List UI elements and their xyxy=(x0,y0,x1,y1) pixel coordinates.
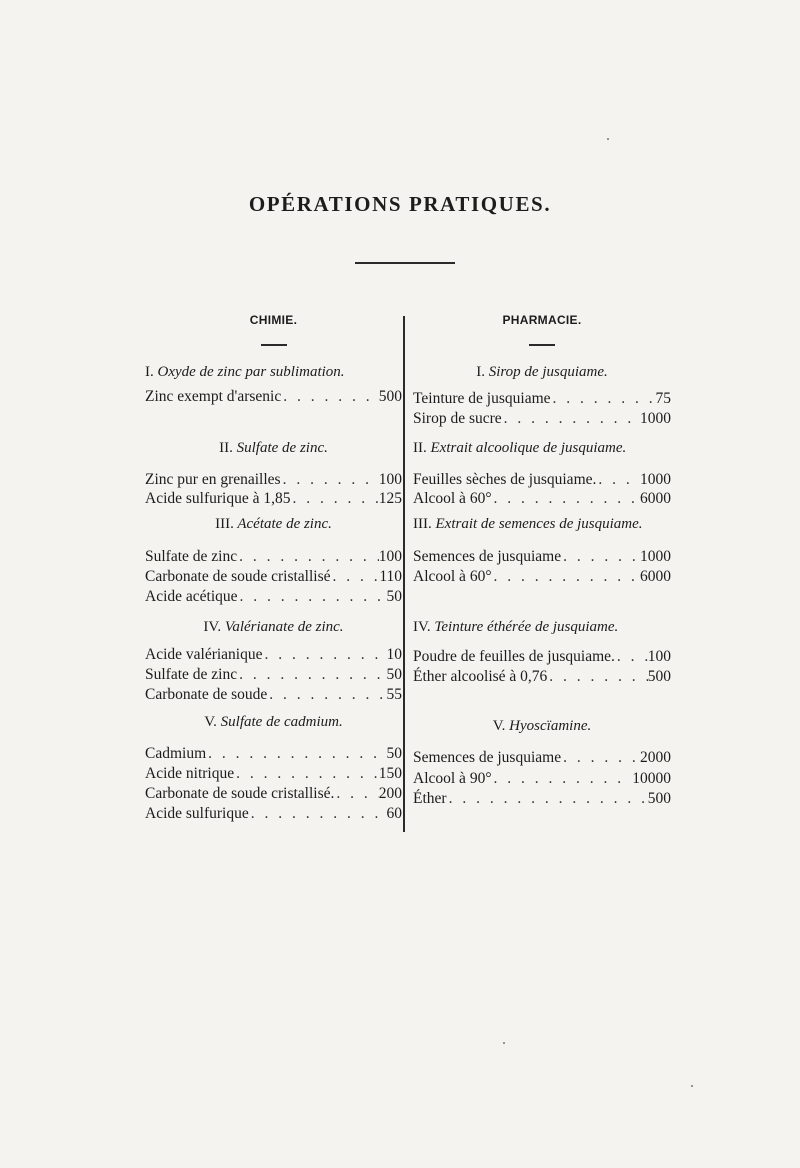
ingredient-label: Zinc exempt d'arsenic xyxy=(145,388,282,405)
leader-dots xyxy=(249,805,387,823)
section-name: Oxyde de zinc par sublimation. xyxy=(157,364,345,380)
ingredient-quantity: 10000 xyxy=(632,770,671,787)
ingredient-label: Acide sulfurique à 1,85 xyxy=(145,490,291,507)
ingredient-quantity: 110 xyxy=(379,568,402,585)
list-item xyxy=(145,568,402,588)
section-number: II. xyxy=(413,440,427,456)
section-name: Teinture éthérée de jusquiame. xyxy=(434,619,619,635)
ingredient-label: Acide acétique xyxy=(145,588,238,605)
leader-dots xyxy=(492,568,640,586)
leader-dots xyxy=(547,668,647,686)
ingredient-quantity: 6000 xyxy=(640,490,671,507)
list-item xyxy=(145,471,402,491)
list-item xyxy=(145,785,402,805)
leader-dots xyxy=(238,588,387,606)
ingredient-label: Teinture de jusquiame xyxy=(413,390,551,407)
ingredient-label: Éther xyxy=(413,790,447,807)
ingredient-quantity: 10 xyxy=(386,646,402,663)
list-item xyxy=(145,388,402,408)
pharmacie-heading-rule xyxy=(529,344,555,346)
list-item xyxy=(145,666,402,686)
ingredient-label: Acide sulfurique xyxy=(145,805,249,822)
ingredient-label: Feuilles sèches de jusquiame. xyxy=(413,471,597,488)
list-item xyxy=(413,770,671,790)
section-name: Sulfate de zinc. xyxy=(236,440,328,456)
ingredient-quantity: 100 xyxy=(647,648,671,665)
leader-dots xyxy=(281,471,379,489)
leader-dots xyxy=(596,471,640,489)
section-name: Hyoscïamine. xyxy=(509,718,592,734)
page-title: OPÉRATIONS PRATIQUES. xyxy=(248,192,552,216)
leader-dots xyxy=(267,686,386,704)
ingredient-quantity: 500 xyxy=(378,388,402,405)
ingredient-label: Sulfate de zinc xyxy=(145,666,238,683)
ingredient-quantity: 75 xyxy=(655,390,671,407)
section-number: III. xyxy=(215,516,234,532)
ingredient-quantity: 1000 xyxy=(640,410,671,427)
ingredient-quantity: 50 xyxy=(386,666,402,683)
title-rule xyxy=(355,262,455,264)
leader-dots xyxy=(447,790,648,808)
pharmacie-section-title xyxy=(413,440,671,457)
section-number: III. xyxy=(413,516,432,532)
section-name: Acétate de zinc. xyxy=(237,516,332,532)
leader-dots xyxy=(561,548,640,566)
list-item xyxy=(413,471,671,491)
ingredient-quantity: 55 xyxy=(386,686,402,703)
list-item xyxy=(413,648,671,668)
ingredient-label: Alcool à 90° xyxy=(413,770,492,787)
pharmacie-heading: PHARMACIE. xyxy=(502,313,582,327)
section-name: Extrait de semences de jusquiame. xyxy=(435,516,643,532)
ingredient-quantity: 500 xyxy=(647,668,671,685)
paper-speck xyxy=(503,1042,505,1044)
leader-dots xyxy=(237,548,379,566)
section-name: Sulfate de cadmium. xyxy=(220,714,343,730)
list-item xyxy=(145,646,402,666)
leader-dots xyxy=(262,646,386,664)
ingredient-quantity: 200 xyxy=(378,785,402,802)
chimie-heading: CHIMIE. xyxy=(249,313,298,327)
leader-dots xyxy=(334,785,378,803)
ingredient-label: Semences de jusquiame xyxy=(413,548,562,565)
leader-dots xyxy=(551,390,656,408)
section-number: I. xyxy=(145,364,154,380)
ingredient-label: Acide valérianique xyxy=(145,646,263,663)
pharmacie-section-title xyxy=(413,718,671,735)
leader-dots xyxy=(291,490,379,508)
section-number: IV. xyxy=(413,619,431,635)
ingredient-quantity: 50 xyxy=(386,745,402,762)
list-item xyxy=(413,668,671,688)
list-item xyxy=(413,749,671,769)
chimie-section-title xyxy=(145,364,402,381)
chimie-heading-rule xyxy=(261,344,287,346)
list-item xyxy=(145,805,402,825)
section-number: V. xyxy=(204,714,217,730)
ingredient-label: Poudre de feuilles de jusquiame. xyxy=(413,648,615,665)
list-item xyxy=(413,410,671,430)
ingredient-label: Carbonate de soude cristallisé. xyxy=(145,785,335,802)
section-number: I. xyxy=(476,364,485,380)
leader-dots xyxy=(492,490,640,508)
list-item xyxy=(145,765,402,785)
leader-dots xyxy=(331,568,380,586)
section-name: Valérianate de zinc. xyxy=(224,619,344,635)
ingredient-quantity: 150 xyxy=(378,765,402,782)
list-item xyxy=(413,790,671,810)
section-number: V. xyxy=(492,718,506,734)
ingredient-label: Zinc pur en grenailles xyxy=(145,471,281,488)
ingredient-label: Semences de jusquiame xyxy=(413,749,562,766)
ingredient-quantity: 50 xyxy=(386,588,402,605)
list-item xyxy=(145,745,402,765)
pharmacie-section-title xyxy=(413,516,671,533)
leader-dots xyxy=(492,770,633,788)
ingredient-label: Éther alcoolisé à 0,76 xyxy=(413,668,548,685)
ingredient-label: Alcool à 60° xyxy=(413,568,492,585)
ingredient-label: Carbonate de soude cristallisé xyxy=(145,568,331,585)
list-item xyxy=(145,588,402,608)
paper-speck xyxy=(607,138,609,140)
column-divider xyxy=(403,316,405,832)
chimie-section-title xyxy=(145,619,402,636)
ingredient-quantity: 100 xyxy=(378,471,402,488)
chimie-section-title xyxy=(145,440,402,457)
list-item xyxy=(413,568,671,588)
section-name: Extrait alcoolique de jusquiame. xyxy=(430,440,627,456)
ingredient-quantity: 1000 xyxy=(640,548,671,565)
ingredient-quantity: 100 xyxy=(378,548,402,565)
list-item xyxy=(145,686,402,706)
list-item xyxy=(413,548,671,568)
chimie-section-title xyxy=(145,516,402,533)
ingredient-quantity: 1000 xyxy=(640,471,671,488)
pharmacie-section-title xyxy=(413,364,671,381)
list-item xyxy=(413,390,671,410)
section-number: IV. xyxy=(203,619,222,635)
ingredient-label: Acide nitrique xyxy=(145,765,235,782)
paper-speck xyxy=(691,1085,693,1087)
chimie-section-title xyxy=(145,714,402,731)
ingredient-quantity: 125 xyxy=(378,490,402,507)
section-number: II. xyxy=(219,440,233,456)
list-item xyxy=(145,548,402,568)
ingredient-label: Carbonate de soude xyxy=(145,686,268,703)
leader-dots xyxy=(234,765,379,783)
ingredient-quantity: 500 xyxy=(647,790,671,807)
ingredient-label: Sulfate de zinc xyxy=(145,548,238,565)
leader-dots xyxy=(281,388,379,406)
pharmacie-section-title xyxy=(413,619,671,636)
ingredient-label: Sirop de sucre xyxy=(413,410,502,427)
ingredient-label: Alcool à 60° xyxy=(413,490,492,507)
leader-dots xyxy=(237,666,386,684)
section-name: Sirop de jusquiame. xyxy=(488,364,608,380)
list-item xyxy=(413,490,671,510)
leader-dots xyxy=(502,410,640,428)
ingredient-quantity: 60 xyxy=(386,805,402,822)
leader-dots xyxy=(615,648,648,666)
ingredient-quantity: 6000 xyxy=(640,568,671,585)
list-item xyxy=(145,490,402,510)
leader-dots xyxy=(206,745,386,763)
ingredient-label: Cadmium xyxy=(145,745,207,762)
leader-dots xyxy=(561,749,640,767)
ingredient-quantity: 2000 xyxy=(640,749,671,766)
